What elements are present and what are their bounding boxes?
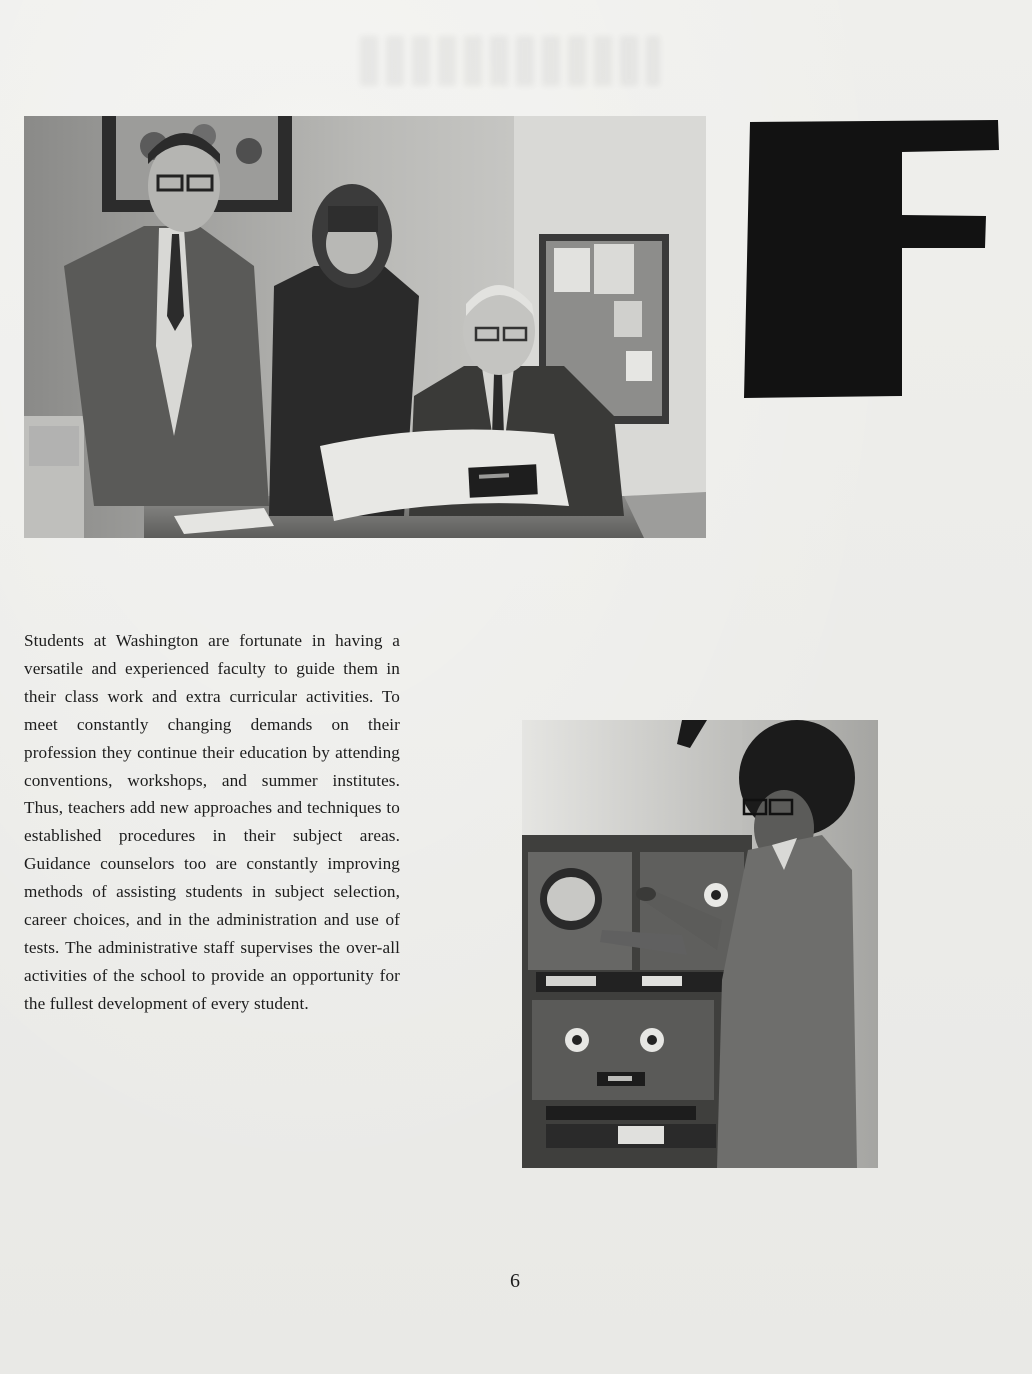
faculty-description-paragraph: Students at Washington are fortunate in having a versatile and experienced faculty to guide them in their class work and extra curricular activities. To meet constantly changing demands on their profession they continue their education by attending conventions, workshops, and summer institutes. Thus, teachers add new approaches and techniques to established procedures in their subject areas. Guidance counselors too are constantly improving methods of assisting students in subject selection, career choices, and in the administration and use of tests. The administrative staff supervises the over-all activities of the school to provide an opportunity for the fullest development of every student. [24,631,400,1013]
tape-recorder-photo [522,720,878,1168]
bleed-through-shadow [360,36,660,86]
page-number: 6 [510,1270,520,1292]
faculty-photo [24,116,706,538]
initial-letter-f-block [744,120,1000,398]
